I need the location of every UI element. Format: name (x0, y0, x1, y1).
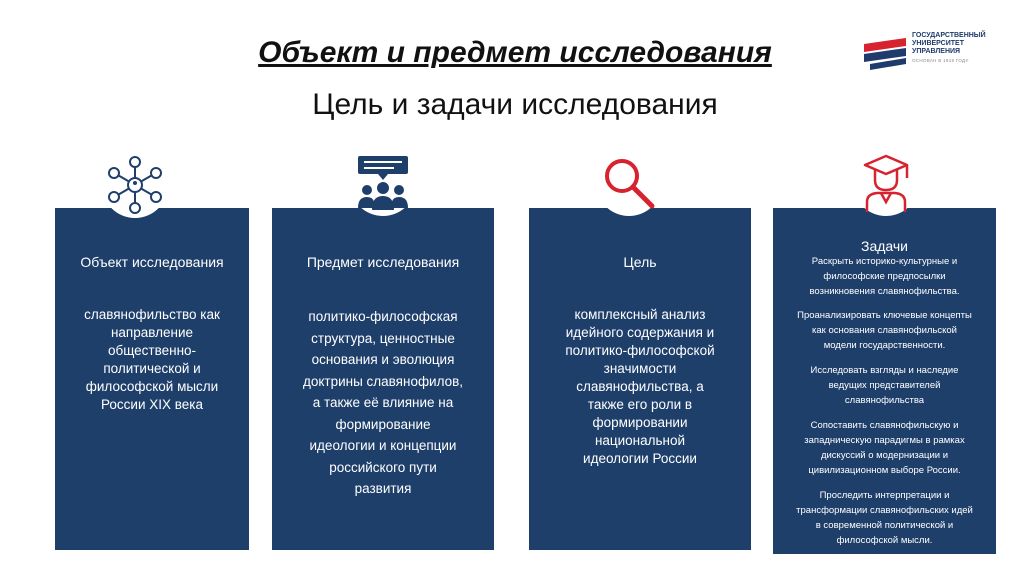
task-item: Раскрыть историко-культурные и философские предпосылки возникновения славянофильства. (809, 256, 960, 297)
goal-text: комплексный анализ идейного содержания и политико-философской значимости славянофильства, а также его роли в формировании национальной идеологии России (565, 307, 715, 466)
network-icon (102, 152, 168, 218)
subject-text: политико-философская структура, ценностные основания и эволюция доктрины славянофилов, а также её влияние на формирование идеологии и концепции российского пути развития (302, 309, 464, 496)
page-subtitle: Цель и задачи исследования (312, 88, 718, 121)
page-title: Объект и предмет исследования (258, 36, 772, 69)
goal-card (529, 208, 751, 550)
magnifier-icon (596, 150, 662, 216)
logo-tagline: ОСНОВАН В 1919 ГОДУ (912, 58, 969, 63)
task-item: Исследовать взгляды и наследие ведущих представителей славянофильства (810, 365, 959, 406)
subject-card (272, 208, 494, 550)
subject-heading: Предмет исследования (306, 254, 460, 270)
discussion-group-icon (350, 150, 416, 216)
object-text: славянофильство как направление общественно- политической и философской мысли России XIX века (84, 307, 220, 412)
logo-text: ГОСУДАРСТВЕННЫЙ УНИВЕРСИТЕТ УПРАВЛЕНИЯ (912, 32, 986, 55)
graduate-icon (853, 150, 919, 216)
object-card (55, 208, 249, 550)
object-heading: Объект исследования (80, 254, 224, 270)
task-item: Проанализировать ключевые концепты как основания славянофильской модели государственности. (797, 310, 972, 351)
tasks-heading: Задачи (860, 238, 908, 254)
tasks-card (773, 208, 996, 554)
task-item: Проследить интерпретации и трансформации славянофильских идей в современной политической и философской мысли. (796, 490, 973, 546)
task-item: Сопоставить славянофильскую и западническую парадигмы в рамках дискуссий о модернизации и цивилизационном выборе России. (804, 420, 965, 476)
goal-heading: Цель (623, 254, 657, 270)
